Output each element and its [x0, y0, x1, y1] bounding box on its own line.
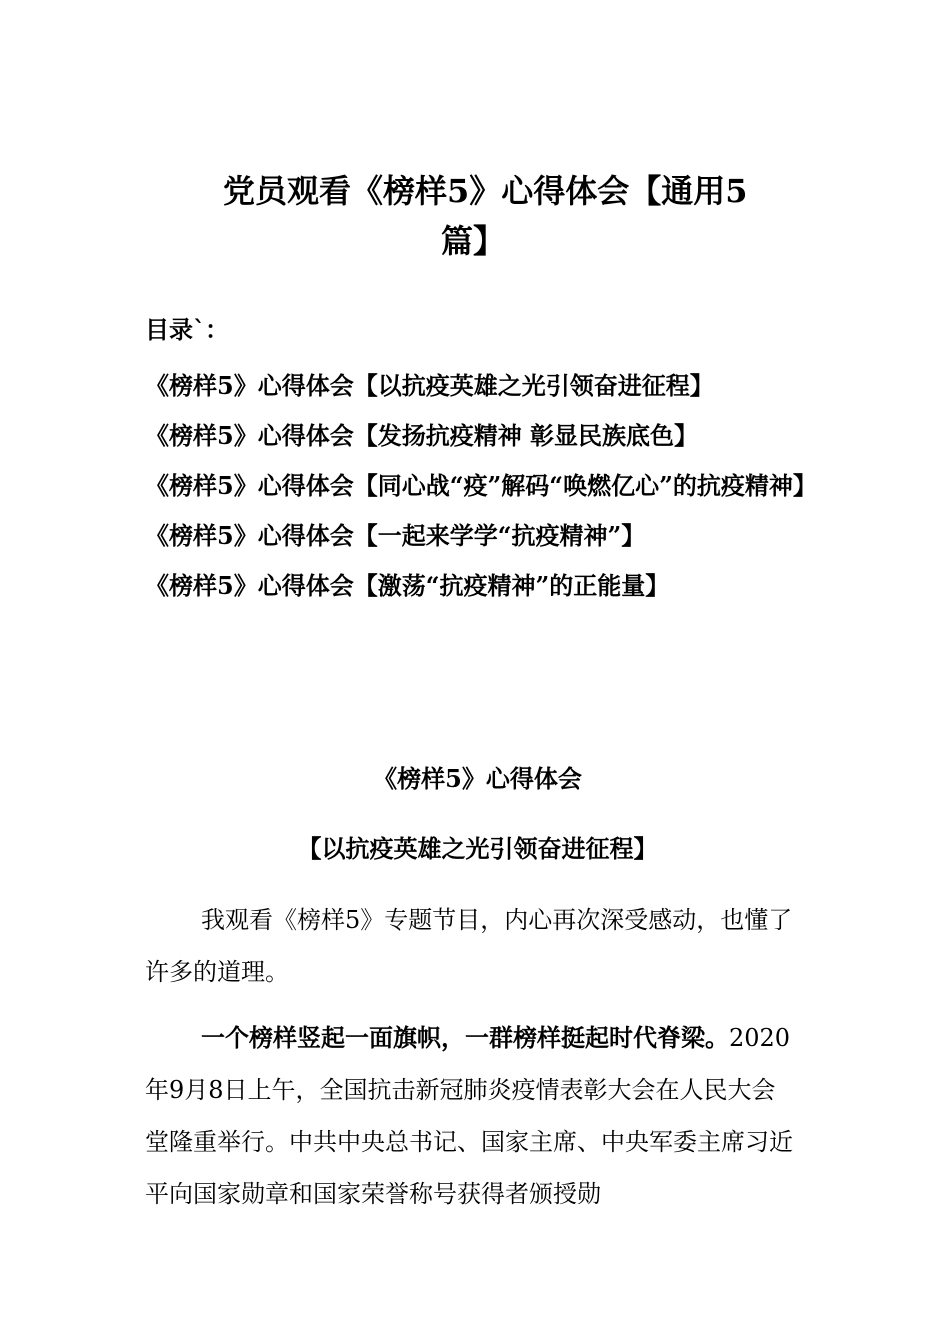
section-title: 《榜样5》心得体会 [373, 764, 582, 793]
toc-item: 《榜样5》心得体会【一起来学学“抗疫精神”】 [145, 521, 646, 550]
toc-heading: 目录`： [145, 315, 229, 344]
paragraph-body-text: 2020年9月8日上午，全国抗击新冠肺炎疫情表彰大会在人民大会堂隆重举行。中共中央总书记、国家主席、中央军委主席习近平向国家勋章和国家荣誉称号获得者颁授勋 [145, 1024, 793, 1208]
body-paragraph-1: 我观看《榜样5》专题节目，内心再次深受感动，也懂了许多的道理。 [145, 906, 793, 986]
toc-item: 《榜样5》心得体会【发扬抗疫精神 彰显民族底色】 [145, 421, 699, 450]
title-line-1: 党员观看《榜样5》心得体会【通用5 [223, 172, 748, 210]
paragraph-lead-sentence: 一个榜样竖起一面旗帜，一群榜样挺起时代脊梁。 [201, 1023, 729, 1052]
title-line-2: 篇】 [441, 222, 506, 260]
section-subtitle: 【以抗疫英雄之光引领奋进征程】 [297, 834, 658, 863]
table-of-contents [145, 361, 817, 611]
body-paragraph-2 [145, 1012, 795, 1220]
toc-item: 《榜样5》心得体会【激荡“抗疫精神”的正能量】 [145, 571, 670, 600]
toc-item: 《榜样5》心得体会【以抗疫英雄之光引领奋进征程】 [145, 371, 714, 400]
document-title [145, 166, 805, 266]
toc-item: 《榜样5》心得体会【同心战“疫”解码“唤燃亿心”的抗疫精神】 [145, 471, 817, 500]
